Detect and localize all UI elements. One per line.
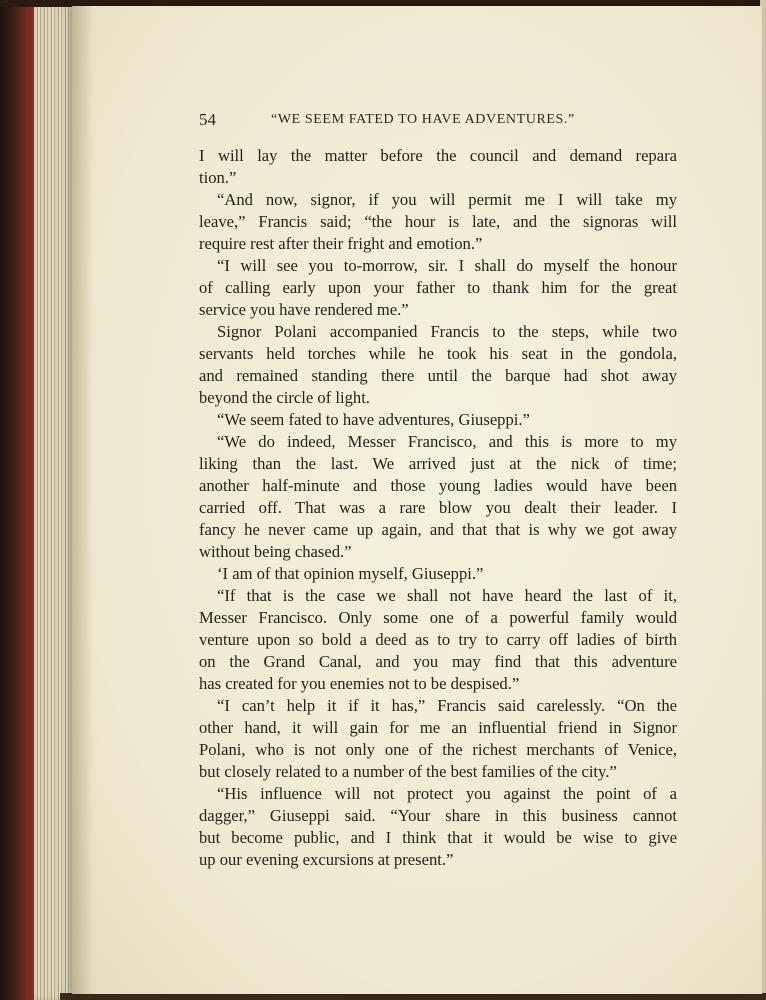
running-title: “WE SEEM FATED TO HAVE ADVENTURES.” [271,112,575,127]
text-line: but become public, and I think that it would be wise to give [199,828,677,847]
text-line: on the Grand Canal, and you may find that this adventure [199,652,677,671]
text-line: “We do indeed, Messer Francisco, and this is more to my [217,432,677,451]
text-line: “We seem fated to have adventures, Giuseppi.” [217,410,530,429]
text-line: up our evening excursions at present.” [199,850,454,869]
text-line: servants held torches while he took his seat in the gondola, [199,344,677,363]
text-line: venture upon so bold a deed as to try to carry off ladies of birth [199,630,677,649]
text-line: carried off. That was a rare blow you dealt their leader. I [199,498,677,517]
text-line: “If that is the case we shall not have heard the last of it, [217,586,677,605]
text-line: other hand, it will gain for me an influential friend in Signor [199,718,677,737]
page-header [199,110,677,136]
text-line: liking than the last. We arrived just at the nick of time; [199,454,677,473]
text-line: “His influence will not protect you against the point of a [217,784,677,803]
text-line: “And now, signor, if you will permit me I will take my [217,190,677,209]
page-number: 54 [199,110,216,129]
text-line: Messer Francisco. Only some one of a powerful family would [199,608,677,627]
text-line: ‘I am of that opinion myself, Giuseppi.” [217,564,484,583]
text-line: “I will see you to-morrow, sir. I shall do myself the honour [217,256,677,275]
body-text [199,145,677,871]
text-line: has created for you enemies not to be despised.” [199,674,520,693]
text-line: but closely related to a number of the best families of the city.” [199,762,617,781]
gutter-shadow [72,6,94,994]
bottom-edge [60,993,766,1000]
text-line: another half-minute and those young ladies would have been [199,476,677,495]
text-line: of calling early upon your father to thank him for the great [199,278,677,297]
text-line: require rest after their fright and emotion.” [199,234,483,253]
text-line: without being chased.” [199,542,352,561]
text-line: service you have rendered me.” [199,300,409,319]
text-line: “I can’t help it if it has,” Francis said carelessly. “On the [217,696,677,715]
text-line: beyond the circle of light. [199,388,370,407]
text-line: tion.” [199,168,237,187]
text-line: Polani, who is not only one of the richest merchants of Venice, [199,740,677,759]
text-line: leave,” Francis said; “the hour is late, and the signoras will [199,212,677,231]
text-line: I will lay the matter before the council and demand repara [199,146,677,165]
text-line: dagger,” Giuseppi said. “Your share in this business cannot [199,806,677,825]
text-line: Signor Polani accompanied Francis to the steps, while two [217,322,677,341]
text-line: and remained standing there until the barque had shot away [199,366,677,385]
text-line: fancy he never came up again, and that that is why we got away [199,520,677,539]
